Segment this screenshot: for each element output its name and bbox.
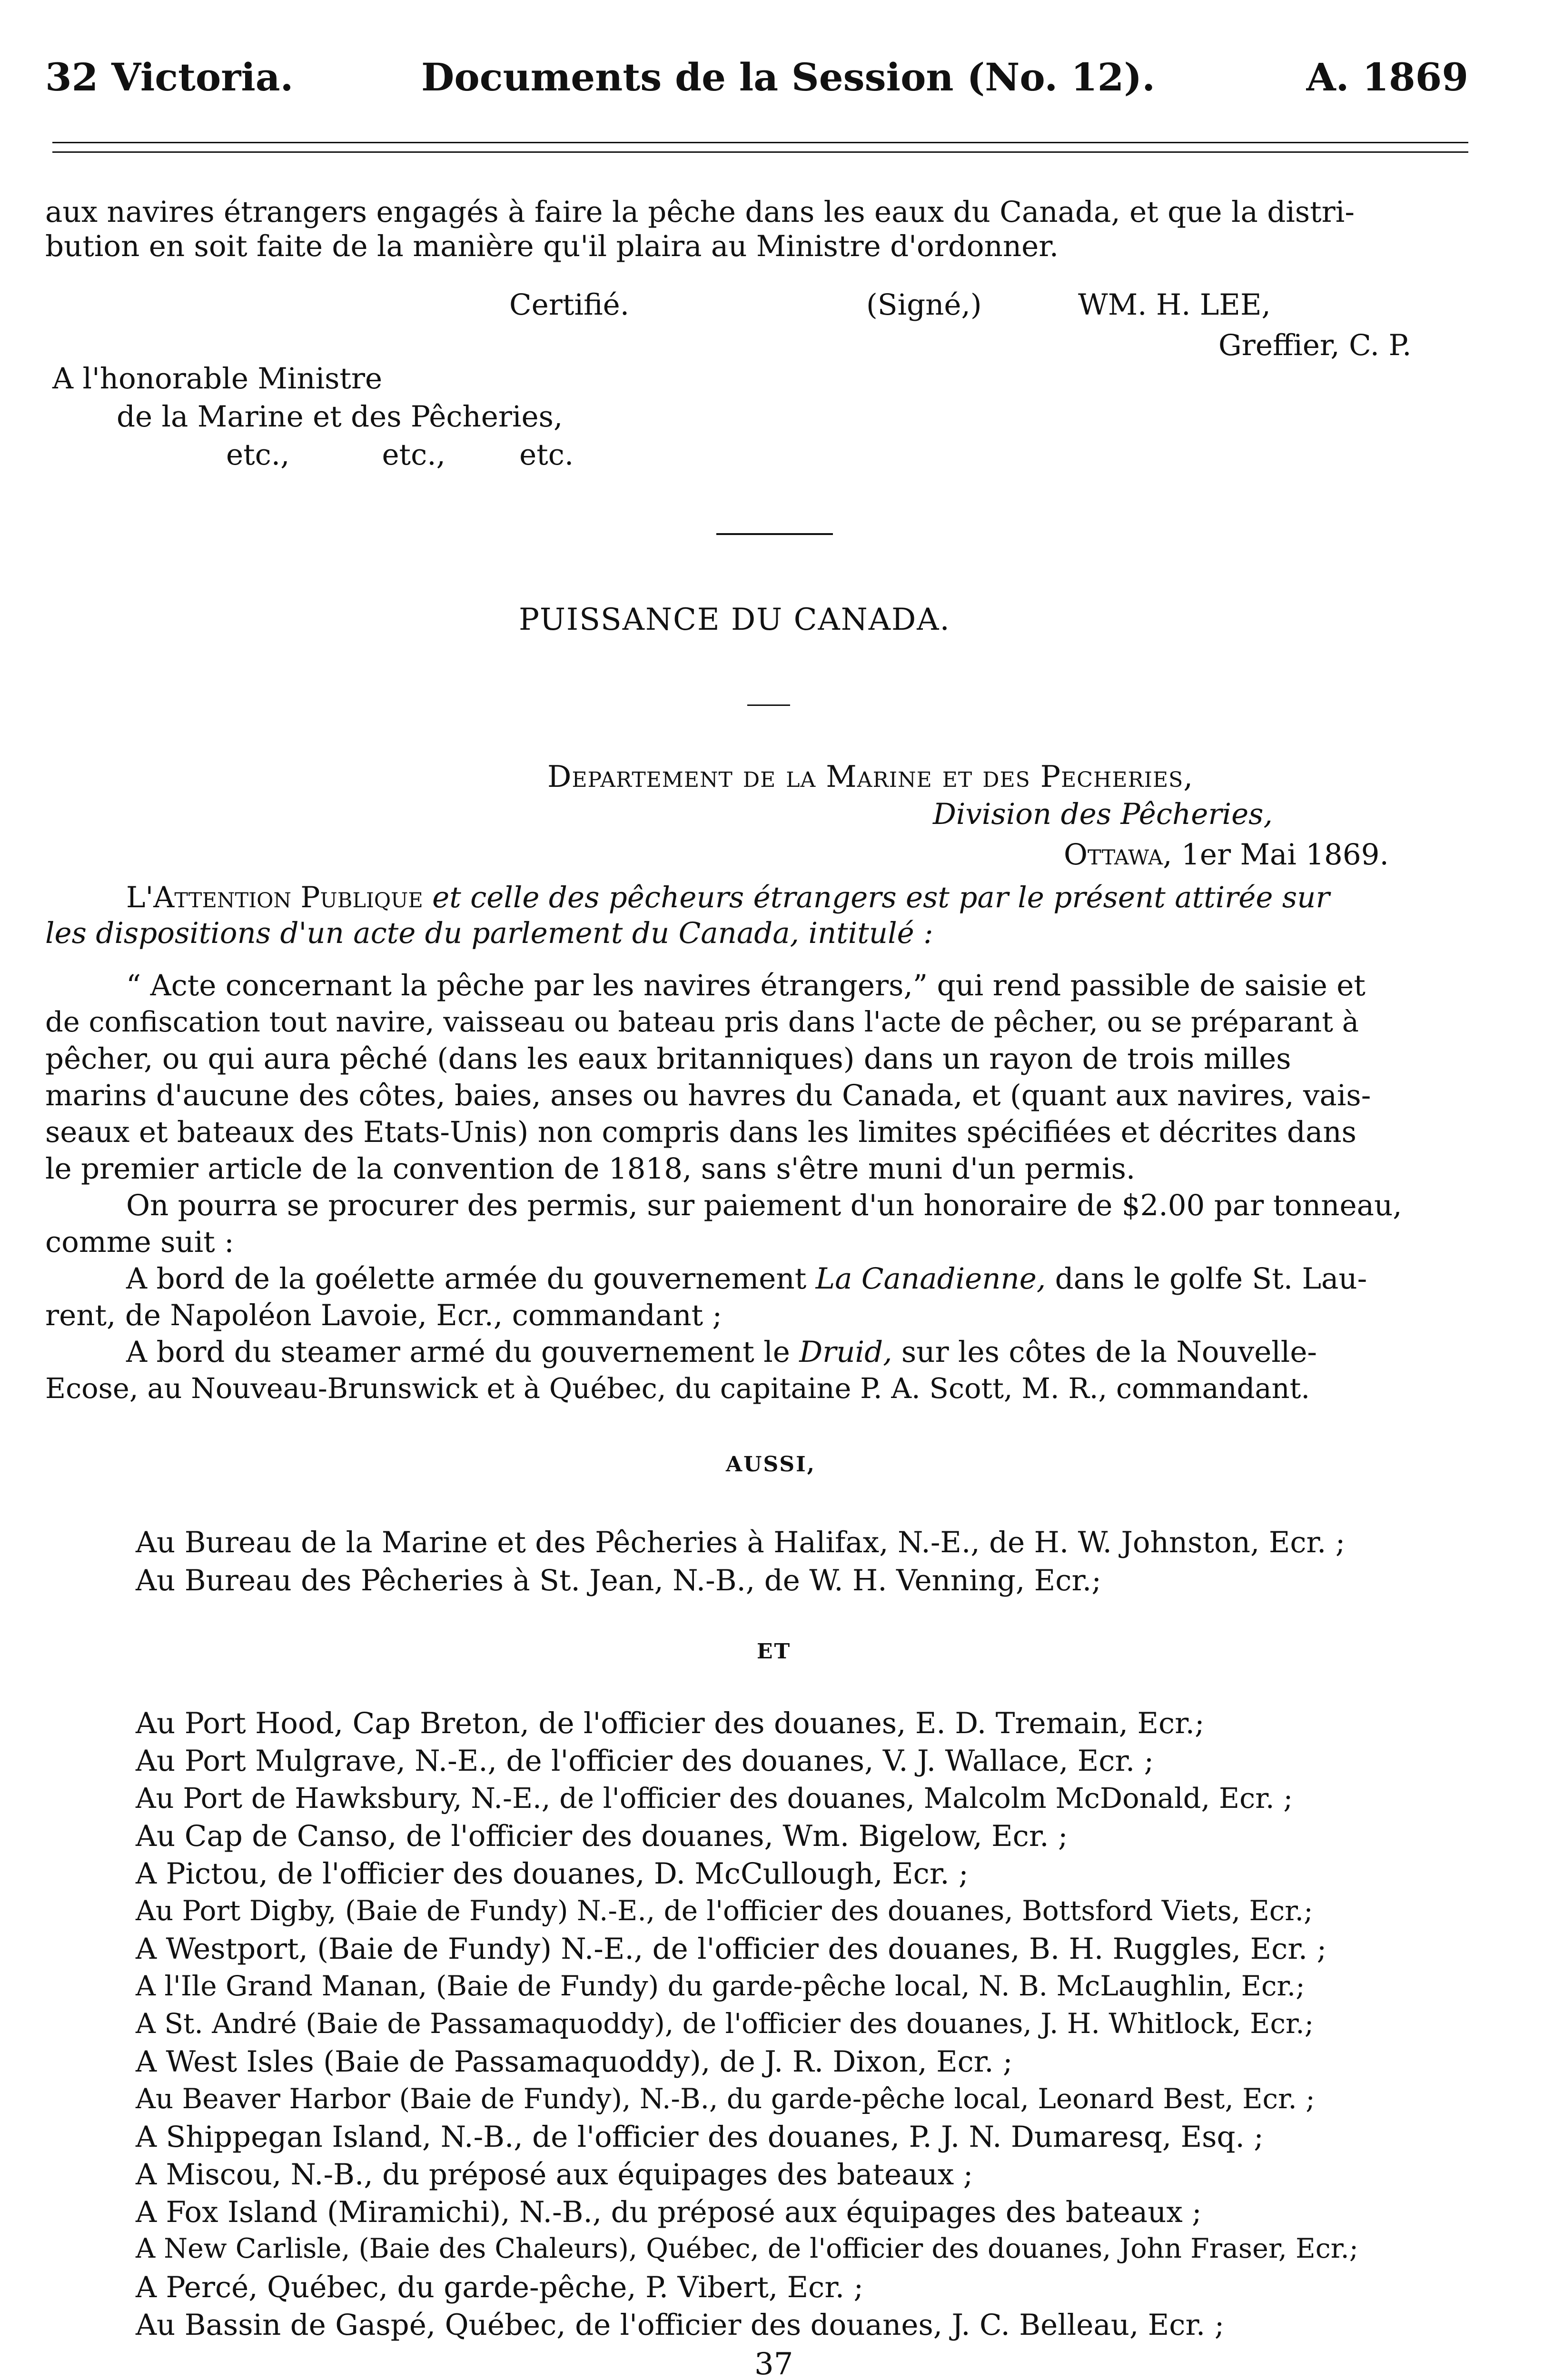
address-line-2: de la Marine et des Pêcheries,	[117, 400, 563, 434]
port-line: Au Cap de Canso, de l'officier des douanes, Wm. Bigelow, Ecr. ;	[136, 1819, 1068, 1853]
bureau-line-1: Au Bureau de la Marine et des Pêcheries à Halifax, N.-E., de H. W. Johnston, Ecr. ;	[136, 1526, 1346, 1559]
notice-lead-italic: et celle des pêcheurs étrangers est par le présent attirée sur	[432, 881, 1330, 914]
act-line-5: seaux et bateaux des Etats-Unis) non compris dans les limites spécifiées et décrites dans	[45, 1115, 1356, 1149]
act-line-3: pêcher, ou qui aura pêché (dans les eaux britanniques) dans un rayon de trois milles	[45, 1042, 1291, 1076]
port-line: A Fox Island (Miramichi), N.-B., du préposé aux équipages des bateaux ;	[136, 2195, 1202, 2229]
page-title: PUISSANCE DU CANADA.	[519, 602, 950, 637]
header-year: A. 1869	[1306, 55, 1468, 99]
department-dateline	[1064, 838, 1389, 872]
steamer-suffix: sur les côtes de la Nouvelle-	[892, 1335, 1317, 1369]
port-line: A West Isles (Baie de Passamaquoddy), de J. R. Dixon, Ecr. ;	[136, 2045, 1013, 2079]
section-divider	[716, 533, 833, 535]
schooner-name: La Canadienne,	[815, 1262, 1046, 1296]
permits-line-2: comme suit :	[45, 1225, 234, 1259]
port-line: Au Port de Hawksbury, N.-E., de l'officier des douanes, Malcolm McDonald, Ecr. ;	[136, 1782, 1293, 1815]
port-line: Au Port Hood, Cap Breton, de l'officier des douanes, E. D. Tremain, Ecr.;	[136, 1706, 1205, 1740]
header-session: 32 Victoria.	[45, 55, 294, 99]
steamer-prefix: A bord du steamer armé du gouvernement le	[126, 1335, 800, 1369]
signatory-name: WM. H. LEE,	[1078, 288, 1271, 322]
bureau-line-2: Au Bureau des Pêcheries à St. Jean, N.-B., de W. H. Venning, Ecr.;	[136, 1564, 1101, 1597]
address-line-1: A l'honorable Ministre	[52, 362, 383, 396]
title-divider	[747, 704, 790, 706]
department-name: Departement de la Marine et des Pecheries,	[547, 759, 1194, 794]
act-line-6: le premier article de la convention de 1818, sans s'être muni d'un permis.	[45, 1152, 1136, 1186]
department-division: Division des Pêcheries,	[933, 797, 1273, 831]
aussi-label: AUSSI,	[726, 1452, 816, 1477]
signed-label: (Signé,)	[866, 288, 982, 322]
steamer-line-1	[126, 1335, 1317, 1369]
notice-line-1	[126, 883, 1330, 912]
permits-line-1: On pourra se procurer des permis, sur paiement d'un honoraire de $2.00 par tonneau,	[126, 1189, 1402, 1222]
schooner-line-1	[126, 1262, 1367, 1296]
continuation-line-2: bution en soit faite de la manière qu'il plaira au Ministre d'ordonner.	[45, 229, 1059, 263]
port-line: Au Port Mulgrave, N.-E., de l'officier des douanes, V. J. Wallace, Ecr. ;	[136, 1744, 1154, 1778]
et-label: ET	[757, 1639, 792, 1664]
steamer-line-2: Ecose, au Nouveau-Brunswick et à Québec, du capitaine P. A. Scott, M. R., commandant.	[45, 1372, 1310, 1405]
act-line-1: “ Acte concernant la pêche par les navires étrangers,” qui rend passible de saisie et	[126, 969, 1366, 1002]
act-line-2: de confiscation tout navire, vaisseau ou bateau pris dans l'acte de pêcher, ou se préparant à	[45, 1005, 1359, 1038]
dateline-date: 1er Mai 1869.	[1181, 838, 1389, 872]
dateline-place: Ottawa,	[1064, 838, 1172, 872]
page-number: 37	[754, 2347, 793, 2380]
port-line: A Miscou, N.-B., du préposé aux équipages des bateaux ;	[136, 2158, 973, 2192]
port-line: A Percé, Québec, du garde-pêche, P. Vibert, Ecr. ;	[136, 2271, 864, 2304]
certified-label: Certifié.	[509, 288, 630, 322]
port-line: A New Carlisle, (Baie des Chaleurs), Québec, de l'officier des douanes, John Fraser, Ecr.;	[136, 2233, 1358, 2264]
steamer-name: Druid,	[799, 1335, 892, 1369]
notice-lead: L'Attention Publique	[126, 881, 423, 914]
port-line: A St. André (Baie de Passamaquoddy), de l'officier des douanes, J. H. Whitlock, Ecr.;	[136, 2007, 1314, 2040]
address-etc: etc., etc., etc.	[226, 438, 574, 472]
schooner-line-2: rent, de Napoléon Lavoie, Ecr., commandant ;	[45, 1299, 723, 1332]
port-line: A l'Ile Grand Manan, (Baie de Fundy) du garde-pêche local, N. B. McLaughlin, Ecr.;	[136, 1970, 1305, 2002]
port-line: Au Port Digby, (Baie de Fundy) N.-E., de l'officier des douanes, Bottsford Viets, Ecr.;	[136, 1894, 1313, 1927]
act-line-4: marins d'aucune des côtes, baies, anses ou havres du Canada, et (quant aux navires, vais-	[45, 1079, 1371, 1112]
signatory-title: Greffier, C. P.	[1218, 328, 1412, 362]
port-line: A Westport, (Baie de Fundy) N.-E., de l'officier des douanes, B. H. Ruggles, Ecr. ;	[136, 1932, 1327, 1966]
schooner-prefix: A bord de la goélette armée du gouvernement	[126, 1262, 816, 1296]
port-line: Au Beaver Harbor (Baie de Fundy), N.-B., du garde-pêche local, Leonard Best, Ecr. ;	[136, 2082, 1315, 2115]
continuation-line-1: aux navires étrangers engagés à faire la pêche dans les eaux du Canada, et que la distri-	[45, 195, 1355, 229]
port-line: A Shippegan Island, N.-B., de l'officier des douanes, P. J. N. Dumaresq, Esq. ;	[136, 2120, 1264, 2154]
notice-line-2: les dispositions d'un acte du parlement du Canada, intitulé :	[45, 916, 933, 950]
schooner-suffix: dans le golfe St. Lau-	[1046, 1262, 1367, 1296]
header-rule-top	[52, 142, 1468, 143]
header-title: Documents de la Session (No. 12).	[421, 55, 1156, 99]
header-rule-bottom	[52, 151, 1468, 153]
running-header	[45, 55, 1468, 107]
port-line: A Pictou, de l'officier des douanes, D. McCullough, Ecr. ;	[136, 1857, 969, 1891]
port-line: Au Bassin de Gaspé, Québec, de l'officier des douanes, J. C. Belleau, Ecr. ;	[136, 2308, 1225, 2342]
